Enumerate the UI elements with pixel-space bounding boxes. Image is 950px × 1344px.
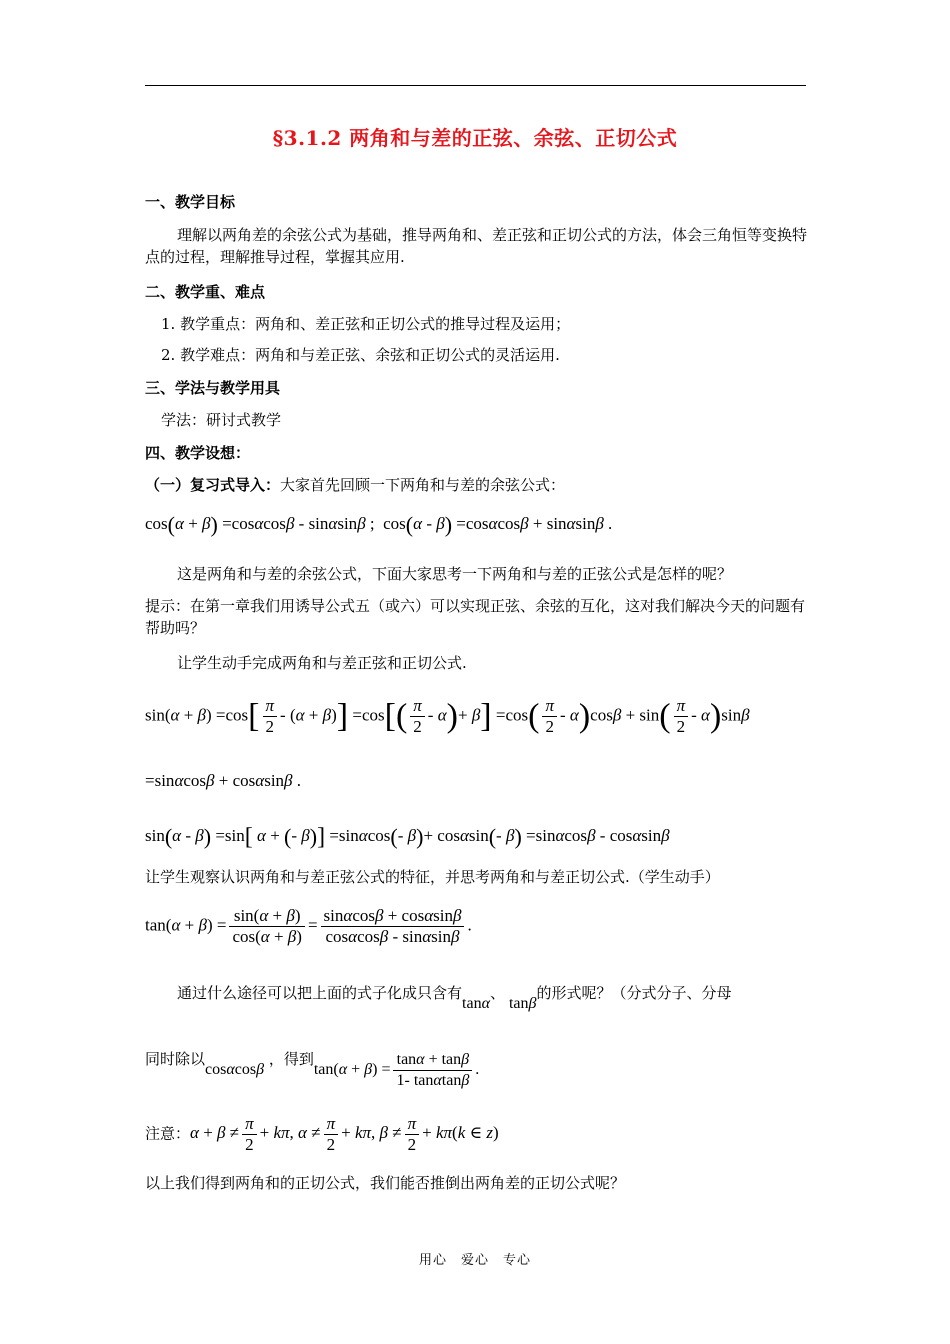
- note-label: 注意：: [145, 1124, 191, 1143]
- review-intro-line: [145, 474, 810, 496]
- paragraph-observe: 让学生观察认识两角和与差正弦公式的特征，并思考两角和与差正切公式.（学生动手）: [145, 868, 720, 886]
- paragraph-divide-text-b: ，得到: [268, 1050, 314, 1069]
- paragraph-hint: 提示：在第一章我们用诱导公式五（或六）可以实现正弦、余弦的互化，这对我们解决今天的问题有帮助吗？: [145, 597, 806, 637]
- paragraph-tan-form-sep: 、: [489, 984, 505, 1002]
- paragraph-divide: 同时除以cosαcosβ ，得到tan(α + β) = $\frac{\tan\alpha + \tan\beta}{1- \tan\alpha\tan\beta}$ .: [145, 1050, 480, 1089]
- sine-sum-derivation: sin(α + β) =cos[ $\frac{\pi}{2}$ - (α + β)] =cos[( $\frac{\pi}{2}$ - α)+ β] =cos( $\frac{\pi}{2}$ - α)cosβ + sin( $\frac{\pi}{2}$ - α)sinβ: [145, 696, 750, 736]
- tangent-sum-formula: tan(α + β) = $\frac{\sin(\alpha + \beta)}{\cos(\alpha + \beta)}$ = $\frac{\sin\alpha\cos\beta + \cos\alpha\sin\beta}{\cos\alpha\cos\beta - \sin\alpha\sin\beta}$ .: [145, 906, 472, 946]
- note-line: 注意：α + β ≠ $\frac{\pi}{2}$ + kπ, α ≠ $\frac{\pi}{2}$ + kπ, β ≠ $\frac{\pi}{2}$ + kπ(k ∈ z): [145, 1114, 499, 1154]
- section-1-paragraph: 理解以两角差的余弦公式为基础，推导两角和、差正弦和正切公式的方法，体会三角恒等变换特点的过程，理解推导过程，掌握其应用.: [145, 226, 808, 266]
- section-heading-4: 四、教学设想：: [145, 444, 251, 462]
- cosine-sum-difference-formula: cos(α + β) =cosαcosβ - sinαsinβ ; cos(α - β) =cosαcosβ + sinαsinβ .: [145, 512, 613, 538]
- study-method-line: 学法：研讨式教学: [161, 411, 282, 429]
- paragraph-tan-form-text-c: 的形式呢？（分式分子、分母: [536, 984, 732, 1002]
- review-intro-text: 大家首先回顾一下两角和与差的余弦公式：: [280, 476, 566, 494]
- section-heading-2: 二、教学重、难点: [145, 283, 266, 301]
- header-rule: [145, 85, 806, 86]
- paragraph-divide-text-a: 同时除以: [145, 1050, 206, 1069]
- page-title: §3.1.2 两角和与差的正弦、余弦、正切公式: [272, 126, 678, 150]
- footer-word: 爱心: [460, 1253, 489, 1268]
- sine-sum-result: =sinαcosβ + cosαsinβ .: [145, 771, 302, 790]
- key-point-item: 1. 教学重点：两角和、差正弦和正切公式的推导过程及运用；: [161, 315, 571, 333]
- section-heading-3: 三、学法与教学用具: [145, 379, 281, 397]
- paragraph-cosine-reflection: 这是两角和与差的余弦公式，下面大家思考一下两角和与差的正弦公式是怎样的呢？: [177, 565, 733, 583]
- page-footer: [0, 1249, 950, 1268]
- paragraph-student-task: 让学生动手完成两角和与差正弦和正切公式.: [177, 654, 467, 672]
- footer-word: 专心: [503, 1253, 532, 1268]
- footer-word: 用心: [418, 1253, 447, 1268]
- paragraph-tan-form: 通过什么途径可以把上面的式子化成只含有tanα、 tanβ的形式呢？（分式分子、分母: [177, 984, 732, 1012]
- paragraph-tan-form-text-a: 通过什么途径可以把上面的式子化成只含有: [177, 984, 463, 1002]
- difficult-point-item: 2. 教学难点：两角和与差正弦、余弦和正切公式的灵活运用.: [161, 346, 560, 364]
- paragraph-conclusion: 以上我们得到两角和的正切公式，我们能否推倒出两角差的正切公式呢？: [145, 1174, 626, 1192]
- review-intro-label: （一）复习式导入：: [145, 476, 281, 494]
- sine-difference-derivation: sin(α - β) =sin[ α + (- β)] =sinαcos(- β)+ cosαsin(- β) =sinαcosβ - cosαsinβ: [145, 824, 670, 851]
- section-heading-1: 一、教学目标: [145, 193, 236, 211]
